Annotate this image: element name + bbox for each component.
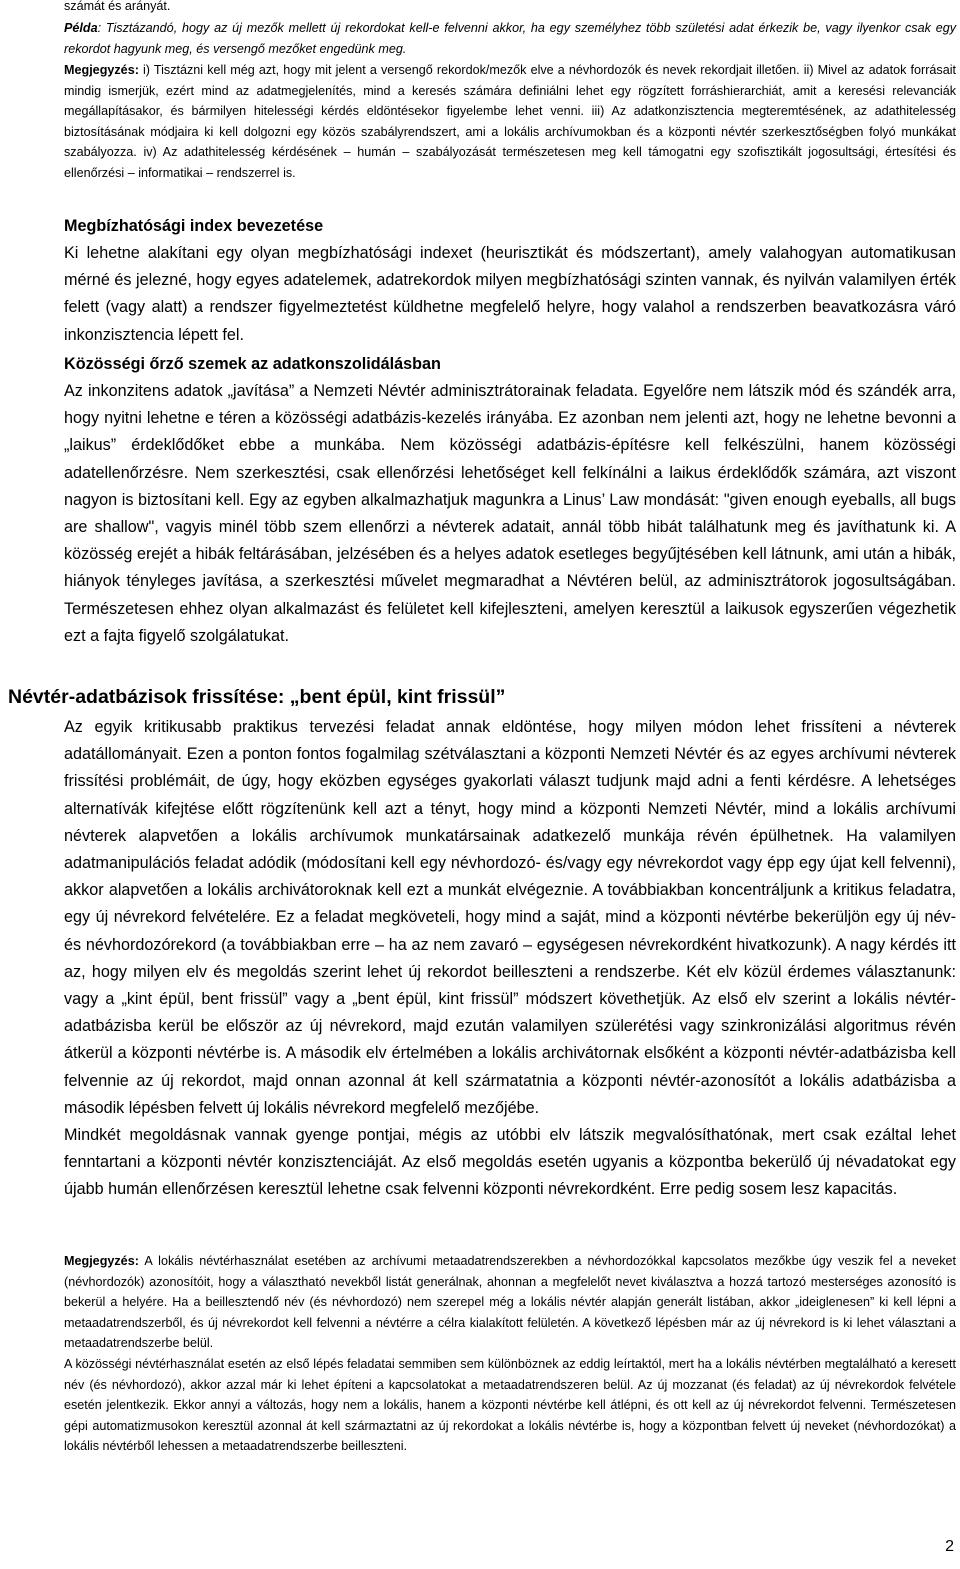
note-label-1: Megjegyzés: (64, 63, 139, 77)
note-text-1: i) Tisztázni kell még azt, hogy mit jelent a versengő rekordok/mezők elve a névhordozók és nevek rekordjait illetően. ii) Mivel az adatok forrásait mindig ismerjük, ezért mind az adatmegjelenítés, mind a keresés számára definiálni lehet egy rögzített forráshierarchiát, amit a keresési relevanciák megállapításakor, és bármilyen hitelességi kérdés eldöntésekor figyelembe lehet venni. iii) Az adatkonzisztencia megteremtésének, az adathitelesség biztosításának módjaira ki kell dolgozni egy közös szabályrendszert, ami a lokális archívumokban és a központi névtér szerkesztőségben folyó munkákat szabályozza. iv) Az adathitelesség kérdésének – humán – szabályozását természetesen meg kell támogatni egy szofisztikált jogosultsági, értesítési és ellenőrzési – informatikai – rendszerrel is. (64, 63, 956, 180)
example-text: : Tisztázandó, hogy az új mezők mellett új rekordokat kell-e felvenni akkor, ha egy személyhez több születési adat érkezik be, vagy ilyenkor csak egy rekordot hagyunk meg, és versengő mezőket engedünk meg. (64, 21, 956, 56)
note-text-3: A közösségi névtérhasználat esetén az első lépés feladatai semmiben sem különböznek az eddig leírtaktól, mert ha a lokális névtérben megtalálható a keresett név (és névhordozó), akkor azzal már ki lehet építeni a kapcsolatokat a metaadatrendszeren belül. Az új mozzanat (és feladat) az új névrekordok felvétele esetén jelentkezik. Ekkor annyi a változás, hogy nem a lokális, hanem a központi névtérbe kell átlépni, és ott kell az új névrekordot felvenni. Természetesen gépi automatizmusokon keresztül azonnal át kell származtatni az új rekordokat a lokális névtérbe is, hogy a központban felvett új neveket (névhordozókat) a lokális névtérből lehessen a metaadatrendszerbe beilleszteni. (64, 1356, 956, 1454)
page-number: 2 (945, 1538, 954, 1555)
section-heading-community-eyes: Közösségi őrző szemek az adatkonszolidálásban (64, 355, 441, 373)
top-line-text: számát és arányát. (64, 0, 171, 13)
community-eyes-paragraph: Az inkonzitens adatok „javítása” a Nemzeti Névtér adminisztrátorainak feladata. Egyelőre nem látszik mód és szándék arra, hogy nyitni lehetne e téren a közösségi adatbázis-kezelés irányába. Ez azonban nem jelenti azt, hogy ne lehetne bevonni a „laikus” érdeklődőket ebbe a munkába. Nem közösségi adatbázis-építésre kell felkészülni, hanem közösségi adatellenőrzésre. Nem szerkesztési, csak ellenőrzési lehetőséget kell felkínálni a laikus érdeklődők számára, azt viszont nagyon is biztosítani kell. Egy az egyben alkalmazhatjuk magunkra a Linus’ Law mondását: "given enough eyeballs, all bugs are shallow", vagyis minél több szem ellenőrzi a névterek adatait, annál több hibát találhatunk meg és javíthatunk ki. A közösség erejét a hibák feltárásában, jelzésében és a helyes adatok esetleges begyűjtésében kell látnunk, ami után a hibák, hiányok tényleges javítása, a szerkesztési művelet megmaradhat a Névtéren belül, az adminisztrátorok jogosultságában. Természetesen ehhez olyan alkalmazást és felületet kell kifejleszteni, amelyen keresztül a laikusok egyszerűen végezhetik ezt a fajta figyelő szolgálatukat. (64, 382, 956, 645)
example-label: Példa (64, 21, 98, 35)
top-line (64, 0, 956, 17)
namespace-update-paragraph-2: Mindkét megoldásnak vannak gyenge pontjai, mégis az utóbbi elv látszik megvalósíthatónak, mert csak ezáltal lehet fenntartani a központi névtér konzisztenciáját. Az első megoldás esetén ugyanis a központba bekerülő új névadatokat egy újabb humán ellenőrzésen keresztül lehetne csak felvenni központi névrekordként. Erre pedig sosem lesz kapacitás. (64, 1126, 956, 1199)
note-paragraph-2 (64, 1251, 956, 1457)
note-label-2: Megjegyzés: (64, 1254, 139, 1268)
section-heading-reliability-index: Megbízhatósági index bevezetése (64, 217, 324, 235)
chapter-heading-namespace-update: Névtér-adatbázisok frissítése: „bent épül, kint frissül” (8, 686, 506, 708)
reliability-index-paragraph: Ki lehetne alakítani egy olyan megbízhatósági indexet (heurisztikát és módszertant), amely valahogyan automatikusan mérné és jelezné, hogy egyes adatelemek, adatrekordok milyen megbízhatósági szinten vannak, és nyilván valamilyen érték felett (vagy alatt) a rendszer figyelmeztetést küldhetne megfelelő helyre, hogy valahol a rendszerben beavatkozásra váró inkonzisztencia lépett fel. (64, 244, 956, 344)
section-text-reliability-index (64, 240, 956, 349)
section-text-namespace-update (64, 714, 956, 1204)
section-text-community-eyes (64, 378, 956, 650)
note-text-2: A lokális névtérhasználat esetében az archívumi metaadatrendszerekben a névhordozókkal kapcsolatos mezőkbe úgy veszik fel a neveket (névhordozók) azonosítóit, hogy a választható nevekből listát generálnak, ahonnan a megfelelőt nevet kiválasztva a hozzá tartozó mesterséges azonosító is bekerül a helyére. Ha a beillesztendő név (és névhordozó) nem szerepel még a lokális névtér alapján generált listában, akkor „ideiglenesen” ki kell lépni a metaadatrendszerből, és új névrekordot kell felvenni a névtérre a célra kialakított felületén. A következő lépésben már az új névrekord is ki lehet választani a metaadatrendszerbe belül. (64, 1254, 956, 1351)
note-paragraph-1 (64, 60, 956, 184)
example-paragraph (64, 18, 956, 59)
namespace-update-paragraph-1: Az egyik kritikusabb praktikus tervezési feladat annak eldöntése, hogy milyen módon lehet frissíteni a névterek adatállományait. Ezen a ponton fontos fogalmilag szétválasztani a központi Nemzeti Névtér és az egyes archívumi névterek frissítési problémáit, de úgy, hogy eközben egységes gyakorlati választ tudjunk majd adni a fenti kérdésre. A lehetséges alternatívák kifejtése előtt rögzítenünk kell azt a tényt, hogy mind a központi Nemzeti Névtér, mind a lokális archívumi névterek alapvetően a lokális archívumok munkatársainak adatkezelő munkája révén épülhetnek. Ha valamilyen adatmanipulációs feladat adódik (módosítani kell egy névhordozó- és/vagy egy névrekordot vagy épp egy újat kell felvenni), akkor alapvetően a lokális archivátoroknak kell ezt a munkát elvégeznie. A továbbiakban koncentráljunk a kritikus feladatra, egy új névrekord felvételére. Ez a feladat megköveteli, hogy mind a saját, mind a központi névtérbe bekerüljön egy új név- és névhordozórekord (a továbbiakban erre – ha az nem zavaró – egységesen névrekordként hivatkozunk). A nagy kérdés itt az, hogy milyen elv és megoldás szerint lehet új rekordot beilleszteni a rendszerbe. Két elv közül érdemes választanunk: vagy a „kint épül, bent frissül” vagy a „bent épül, kint frissül” módszert követhetjük. Az első elv szerint a lokális névtér-adatbázisba kerül be először az új névrekord, majd ezután valamilyen szülerétési vagy szinkronizálási algoritmus révén átkerül a központi névtérbe is. A második elv értelmében a lokális archivátornak elsőként a központi névtér-adatbázisba kell felvennie az új rekordot, majd onnan azonnal át kell szármatatnia a központi névtér-azonosítót a lokális adatbázisba a második lépésben felvett új lokális névrekord megfelelő mezőjébe. (64, 718, 956, 1117)
